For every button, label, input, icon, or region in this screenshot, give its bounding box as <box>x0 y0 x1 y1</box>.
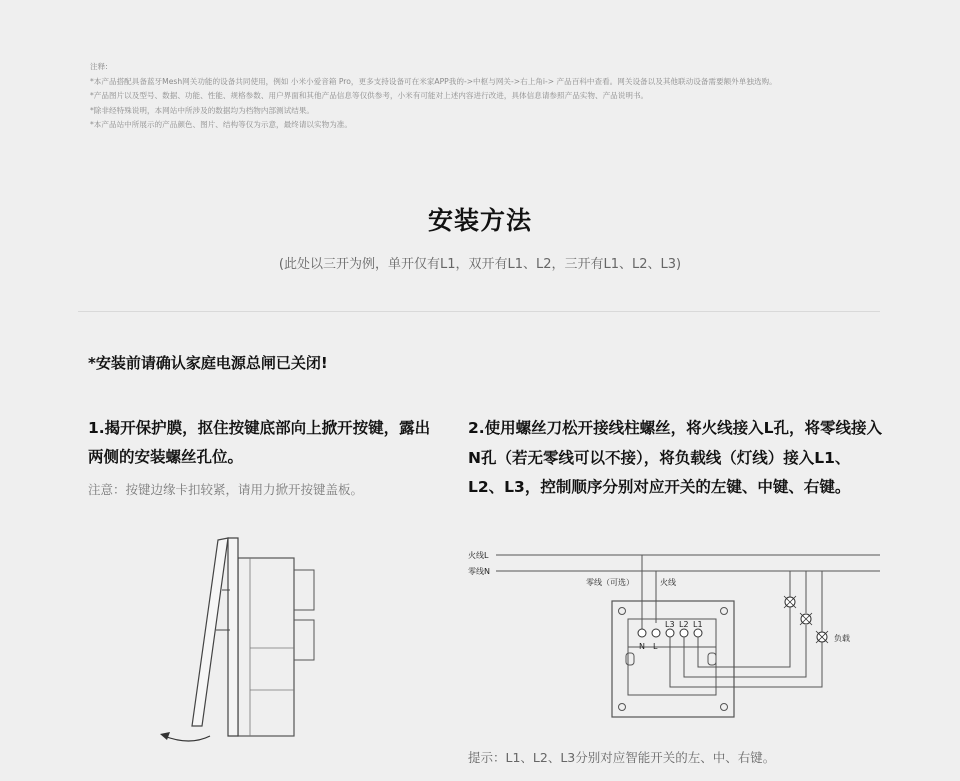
terminal-l: L <box>653 642 658 651</box>
power-off-warning: *安装前请确认家庭电源总闸已关闭! <box>88 354 328 372</box>
section-subtitle: (此处以三开为例，单开仅有L1，双开有L1、L2，三开有L1、L2、L3) <box>278 257 682 272</box>
lamp-icon <box>800 613 812 625</box>
terminal-l2: L2 <box>679 620 689 629</box>
tip-text: 提示：L1、L2、L3分别对应智能开关的左、中、右键。 <box>468 750 776 765</box>
note-line: *本产品站中所展示的产品颜色、图片、结构等仅为示意，最终请以实物为准。 <box>90 120 352 129</box>
neutral-optional-label: 零线（可选） <box>586 578 634 587</box>
switch-side-illustration <box>150 530 330 750</box>
step1-note: 注意：按键边缘卡扣较紧，请用力掀开按键盖板。 <box>88 482 364 497</box>
live-wire-label: 火线 <box>660 578 676 587</box>
lamp-icon <box>784 596 796 608</box>
terminal-l3: L3 <box>665 620 675 629</box>
neutral-line-label: 零线N <box>468 567 490 576</box>
lamp-icon <box>816 631 828 643</box>
live-line-label: 火线L <box>468 551 489 560</box>
note-line: *产品图片以及型号、数据、功能、性能、规格参数、用户界面和其他产品信息等仅供参考，小米有可能对上述内容进行改进，具体信息请参照产品实物、产品说明书。 <box>90 91 649 100</box>
terminal-n: N <box>639 642 645 651</box>
notes-block <box>90 60 890 133</box>
notes-heading: 注释: <box>90 62 108 71</box>
terminal-l1: L1 <box>693 620 703 629</box>
section-title: 安装方法 <box>427 206 532 235</box>
note-line: *本产品搭配具备蓝牙Mesh网关功能的设备共同使用，例如 小米小爱音箱 Pro，更多支持设备可在米家APP我的->中枢与网关->右上角i-> 产品百科中查看。网关设备以及其他联动设备需要额外单独选购。 <box>90 76 777 86</box>
divider <box>78 311 880 312</box>
note-line: *除非经特殊说明，本网站中所涉及的数据均为档物内部测试结果。 <box>90 105 315 115</box>
wiring-diagram <box>466 545 882 725</box>
step2-text: 2.使用螺丝刀松开接线柱螺丝，将火线接入L孔，将零线接入N孔（若无零线可以不接），将负载线（灯线）接入L1、L2、L3，控制顺序分别对应开关的左键、中键、右键。 <box>468 419 883 496</box>
load-label: 负载 <box>834 634 850 643</box>
step1-text: 1.揭开保护膜，抠住按键底部向上掀开按键，露出两侧的安装螺丝孔位。 <box>88 419 431 466</box>
